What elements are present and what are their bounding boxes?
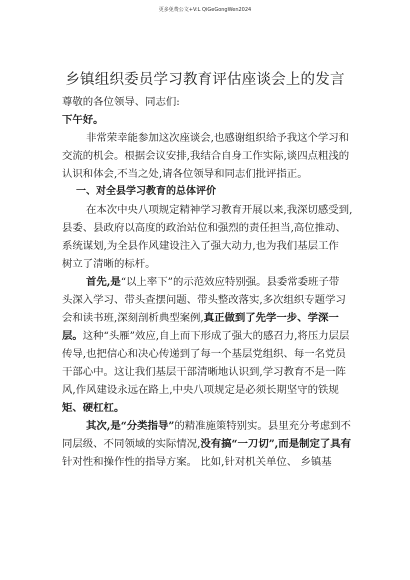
para4-line2 bbox=[62, 437, 351, 451]
para3-lead: 首先,是 bbox=[86, 276, 121, 288]
para3-line4-bold: 层。 bbox=[62, 330, 83, 342]
para2-line3: 系统谋划,为全县作风建设注入了强大动力,也为我们基层工作 bbox=[62, 240, 339, 252]
para3-line7: 风,作风建设永远在路上,中央八项规定是必须长期坚守的铁规 bbox=[62, 384, 339, 396]
para1-line3: 认识和体会,不当之处,请各位领导和同志们批评指正。 bbox=[62, 168, 308, 180]
para3-line1 bbox=[86, 275, 339, 289]
para3-line8: 矩、硬杠杠。 bbox=[62, 402, 125, 414]
para3-line3-bold: 真正做到了先学一步、学深一 bbox=[203, 312, 339, 324]
para4-line1-text: 的精准施策特别实。县里充分考虑到不 bbox=[174, 420, 351, 432]
para4-line2-bold: 没有搞“一刀切”,而是制定了具有 bbox=[200, 438, 352, 450]
para4-line1-bold: “分类指导” bbox=[120, 420, 175, 432]
para3-line5: 传导,也把信心和决心传递到了每一个基层党组织、每一名党员 bbox=[62, 348, 346, 360]
para1-line1: 非常荣幸能参加这次座谈会,也感谢组织给予我这个学习和 bbox=[86, 132, 350, 144]
section-heading-1: 一、对全县学习教育的总体评价 bbox=[76, 186, 216, 197]
document-title: 乡镇组织委员学习教育评估座谈会上的发言 bbox=[65, 72, 345, 88]
para3-line6: 干部心中。这让我们基层干部清晰地认识到,学习教育不是一阵 bbox=[62, 366, 346, 378]
para1-line2: 交流的机会。根据会议安排,我结合自身工作实际,谈四点粗浅的 bbox=[62, 150, 350, 162]
para4-line3: 针对性和操作性的指导方案。 比如,针对机关单位、 乡镇基 bbox=[62, 456, 332, 468]
para2-line4: 树立了清晰的标杆。 bbox=[62, 258, 156, 270]
para3-line4-text: 这种“头雁”效应,自上而下形成了强大的感召力,将压力层层 bbox=[82, 330, 350, 342]
para4-line1 bbox=[86, 419, 351, 433]
greeting: 下午好。 bbox=[62, 114, 104, 126]
para3-line3-text: 会和读书班,深刻剖析典型案例, bbox=[62, 312, 204, 324]
para2-line1: 在本次中央八项规定精神学习教育开展以来,我深切感受到, bbox=[86, 204, 353, 216]
para4-line2-text: 同层级、不同领域的实际情况, bbox=[62, 438, 201, 450]
para3-line3 bbox=[62, 311, 339, 325]
para3-line2: 头深入学习、带头查摆问题、带头整改落实,多次组织专题学习 bbox=[62, 294, 346, 306]
para3-line1-text: “以上率下”的示范效应特别强。县委常委班子带 bbox=[120, 276, 340, 288]
salutation: 尊敬的各位领导、同志们: bbox=[62, 96, 180, 108]
para2-line2: 县委、县政府以高度的政治站位和强烈的责任担当,高位推动、 bbox=[62, 222, 346, 234]
para3-line4 bbox=[62, 329, 349, 343]
para4-lead: 其次,是 bbox=[86, 420, 121, 432]
watermark-text: 更多免费公文+V:L QiGeGongWen2024 bbox=[158, 7, 252, 13]
